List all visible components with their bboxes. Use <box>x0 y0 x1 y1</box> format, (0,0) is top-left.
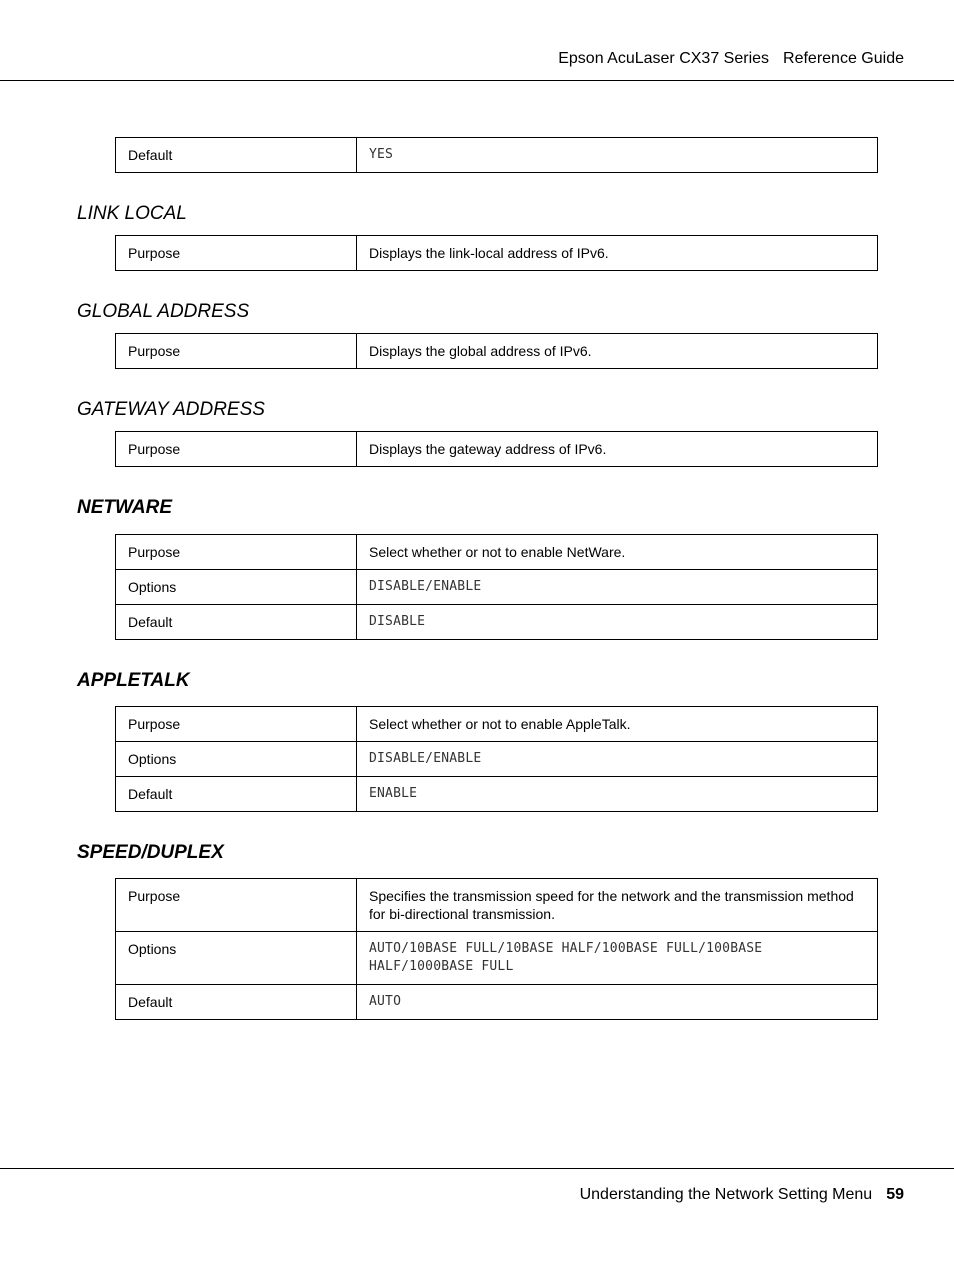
purpose-label: Purpose <box>116 334 357 369</box>
default-label: Default <box>116 985 357 1020</box>
global-address-table <box>115 333 878 369</box>
default-label: Default <box>116 605 357 640</box>
guide-name: Reference Guide <box>783 50 904 67</box>
default-value: DISABLE <box>357 605 878 640</box>
purpose-label: Purpose <box>116 707 357 742</box>
speed-duplex-heading: SPEED/DUPLEX <box>77 842 224 863</box>
purpose-label: Purpose <box>116 535 357 570</box>
purpose-label: Purpose <box>116 236 357 271</box>
page-footer <box>580 1186 904 1204</box>
appletalk-heading: APPLETALK <box>77 670 190 691</box>
options-label: Options <box>116 570 357 605</box>
purpose-value: Displays the gateway address of IPv6. <box>357 432 878 467</box>
options-value: AUTO/10BASE FULL/10BASE HALF/100BASE FULL/100BASE HALF/1000BASE FULL <box>357 932 878 985</box>
netware-heading: NETWARE <box>77 497 172 518</box>
purpose-value: Displays the link-local address of IPv6. <box>357 236 878 271</box>
footer-section: Understanding the Network Setting Menu <box>579 1186 873 1203</box>
purpose-value: Displays the global address of IPv6. <box>357 334 878 369</box>
netware-table <box>115 534 878 640</box>
gateway-address-table <box>115 431 878 467</box>
gateway-address-heading: GATEWAY ADDRESS <box>77 399 265 420</box>
purpose-value: Select whether or not to enable AppleTalk. <box>357 707 878 742</box>
page-header <box>558 50 904 68</box>
link-local-heading: LINK LOCAL <box>77 203 187 224</box>
global-address-heading: GLOBAL ADDRESS <box>77 301 250 322</box>
options-value: DISABLE/ENABLE <box>357 742 878 777</box>
default-value: AUTO <box>357 985 878 1020</box>
product-name: Epson AcuLaser CX37 Series <box>558 50 770 67</box>
ipv6-default-table <box>115 137 878 173</box>
options-value: DISABLE/ENABLE <box>357 570 878 605</box>
options-label: Options <box>116 932 357 985</box>
options-label: Options <box>116 742 357 777</box>
footer-rule <box>0 1168 954 1169</box>
purpose-value: Select whether or not to enable NetWare. <box>357 535 878 570</box>
speed-duplex-table <box>115 878 878 1020</box>
default-value: YES <box>357 138 878 173</box>
purpose-label: Purpose <box>116 432 357 467</box>
link-local-table <box>115 235 878 271</box>
default-label: Default <box>116 777 357 812</box>
purpose-value: Specifies the transmission speed for the network and the transmission method for bi-directional transmission. <box>357 879 878 932</box>
appletalk-table <box>115 706 878 812</box>
default-label: Default <box>116 138 357 173</box>
page-number: 59 <box>886 1186 904 1203</box>
default-value: ENABLE <box>357 777 878 812</box>
purpose-label: Purpose <box>116 879 357 932</box>
header-rule <box>0 80 954 81</box>
